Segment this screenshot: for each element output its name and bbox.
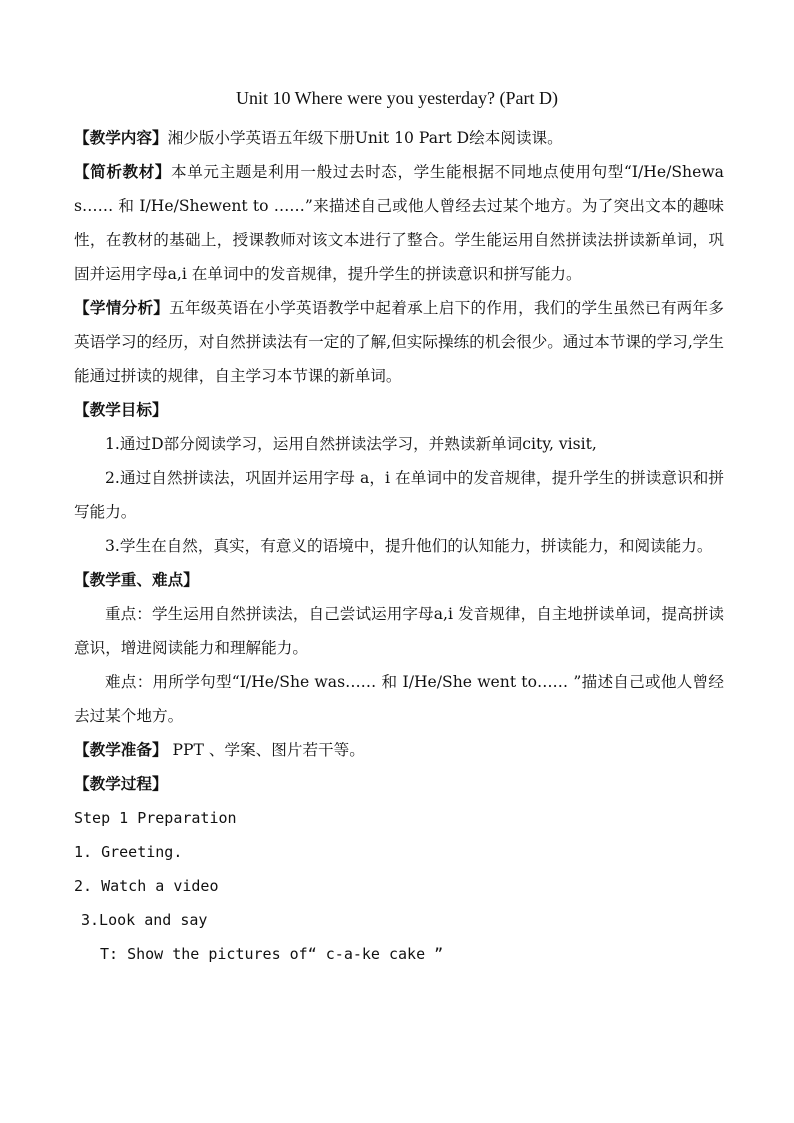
section-label: 【学情分析】: [74, 298, 170, 317]
goals-heading: 【教学目标】: [74, 400, 168, 419]
preparation-paragraph: [74, 733, 724, 767]
document-body: [74, 121, 724, 971]
process-heading: 【教学过程】: [74, 774, 168, 793]
section-label: 【教学准备】: [74, 740, 168, 759]
goal-item: 3.学生在自然，真实，有意义的语境中，提升他们的认知能力，拼读能力，和阅读能力。: [105, 537, 713, 555]
step-item: 3.Look and say: [81, 911, 208, 929]
key-point-text: 重点：学生运用自然拼读法，自己尝试运用字母a,i 发音规律，自主地拼读单词，提高拼读意识，增进阅读能力和理解能力。: [74, 605, 724, 657]
step-item: 1. Greeting.: [74, 843, 183, 861]
paragraph-text: 湘少版小学英语五年级下册Unit 10 Part D绘本阅读课。: [167, 129, 563, 147]
step-item: 2. Watch a video: [74, 877, 219, 895]
section-label: 【教学内容】: [74, 128, 168, 147]
material-analysis-paragraph: [74, 155, 724, 291]
goal-item: 2.通过自然拼读法，巩固并运用字母 a，i 在单词中的发音规律，提升学生的拼读意识和拼写能力。: [74, 469, 724, 521]
paragraph-text: 五年级英语在小学英语教学中起着承上启下的作用，我们的学生虽然已有两年多英语学习的经历，对自然拼读法有一定的了解,但实际操练的机会很少。通过本节课的学习,学生能通过拼读的规律，自主学习本节课的新单词。: [74, 299, 724, 385]
section-label: 【简析教材】: [74, 162, 172, 181]
learner-analysis-paragraph: [74, 291, 724, 393]
step-heading: Step 1 Preparation: [74, 809, 237, 827]
key-points-heading: 【教学重、难点】: [74, 570, 199, 589]
paragraph-text: PPT 、学案、图片若干等。: [167, 741, 365, 759]
difficult-point-text: 难点：用所学句型“I/He/She was…… 和 I/He/She went to…… ”描述自己或他人曾经去过某个地方。: [74, 673, 724, 725]
document-title: Unit 10 Where were you yesterday? (Part D): [235, 88, 559, 108]
goal-item: 1.通过D部分阅读学习，运用自然拼读法学习，并熟读新单词city, visit,: [105, 435, 597, 453]
teaching-content-paragraph: [74, 121, 724, 155]
teacher-line: T: Show the pictures of“ c-a-ke cake ”: [100, 945, 444, 963]
paragraph-text: 本单元主题是利用一般过去时态，学生能根据不同地点使用句型“I/He/Shewas…… 和 I/He/Shewent to ……”来描述自己或他人曾经去过某个地方。为了突出文本的趣味性，在教材的基础上，授课教师对该文本进行了整合。学生能运用自然拼读法拼读新单词，巩固并运用字母a,i 在单词中的发音规律，提升学生的拼读意识和拼写能力。: [74, 163, 724, 283]
